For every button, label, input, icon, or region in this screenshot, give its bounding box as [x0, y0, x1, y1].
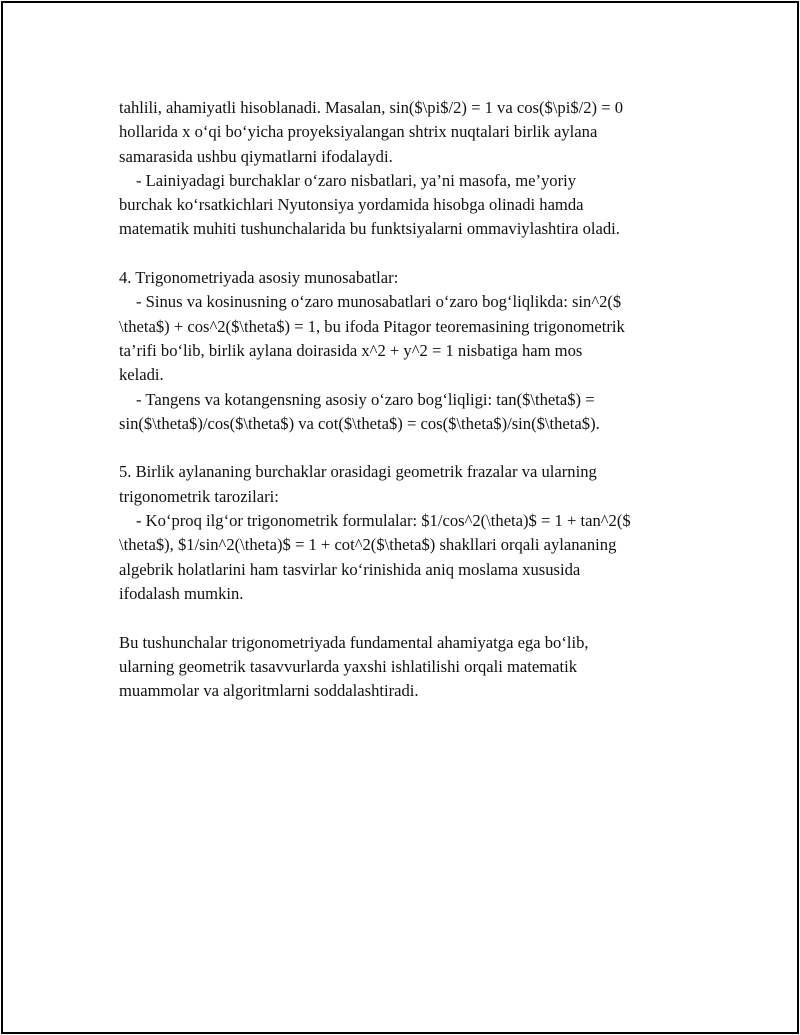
paragraph-lainiya	[119, 169, 719, 242]
text-line: hollarida x o‘qi bo‘yicha proyeksiyalangan shtrix nuqtalari birlik aylana	[119, 122, 598, 142]
document-body	[119, 96, 719, 703]
text-line: keladi.	[119, 365, 164, 385]
text-line: ta’rifi bo‘lib, birlik aylana doirasida x^2 + y^2 = 1 nisbatiga ham mos	[119, 340, 583, 360]
heading-line: trigonometrik tarozilari:	[119, 486, 279, 506]
paragraph-sinus-kosinus	[119, 290, 719, 387]
text-line: - Tangens va kotangensning asosiy o‘zaro bog‘liqligi: tan($\theta$) =	[136, 389, 595, 409]
text-line: ularning geometrik tasavvurlarda yaxshi ishlatilishi orqali matematik	[119, 656, 578, 676]
paragraph-spacer	[119, 436, 719, 460]
document-page	[1, 1, 799, 1034]
text-line: algebrik holatlarini ham tasvirlar ko‘rinishida aniq moslama xususida	[119, 559, 581, 579]
text-line: - Lainiyadagi burchaklar o‘zaro nisbatlari, ya’ni masofa, me’yoriy	[136, 170, 577, 190]
paragraph-intro	[119, 96, 719, 169]
heading-line: 4. Trigonometriyada asosiy munosabatlar:	[119, 268, 399, 288]
text-line: burchak ko‘rsatkichlari Nyutonsiya yordamida hisobga olinadi hamda	[119, 195, 584, 215]
paragraph-tangens-kotangens	[119, 388, 719, 437]
paragraph-conclusion	[119, 631, 719, 704]
section-5-heading	[119, 460, 719, 509]
text-line: \theta$) + cos^2($\theta$) = 1, bu ifoda Pitagor teoremasining trigonometrik	[119, 316, 625, 336]
text-line: samarasida ushbu qiymatlarni ifodalaydi.	[119, 146, 393, 166]
text-line: \theta$), $1/sin^2(\theta)$ = 1 + cot^2($\theta$) shakllari orqali aylananing	[119, 535, 617, 555]
heading-line: 5. Birlik aylananing burchaklar orasidagi geometrik frazalar va ularning	[119, 462, 597, 482]
paragraph-spacer	[119, 606, 719, 630]
paragraph-spacer	[119, 242, 719, 266]
text-line: - Sinus va kosinusning o‘zaro munosabatlari o‘zaro bog‘liqlikda: sin^2($	[136, 292, 622, 312]
text-line: muammolar va algoritmlarni soddalashtiradi.	[119, 681, 419, 701]
text-line: Bu tushunchalar trigonometriyada fundamental ahamiyatga ega bo‘lib,	[119, 632, 589, 652]
text-line: tahlili, ahamiyatli hisoblanadi. Masalan, sin($\pi$/2) = 1 va cos($\pi$/2) = 0	[119, 98, 623, 117]
text-line: sin($\theta$)/cos($\theta$) va cot($\theta$) = cos($\theta$)/sin($\theta$).	[119, 413, 600, 433]
section-4-heading	[119, 266, 719, 290]
text-line: - Ko‘proq ilg‘or trigonometrik formulalar: $1/cos^2(\theta)$ = 1 + tan^2($	[136, 511, 631, 531]
text-line: matematik muhiti tushunchalarida bu funktsiyalarni ommaviylashtira oladi.	[119, 219, 620, 239]
paragraph-formulas	[119, 509, 719, 606]
text-line: ifodalash mumkin.	[119, 583, 244, 603]
